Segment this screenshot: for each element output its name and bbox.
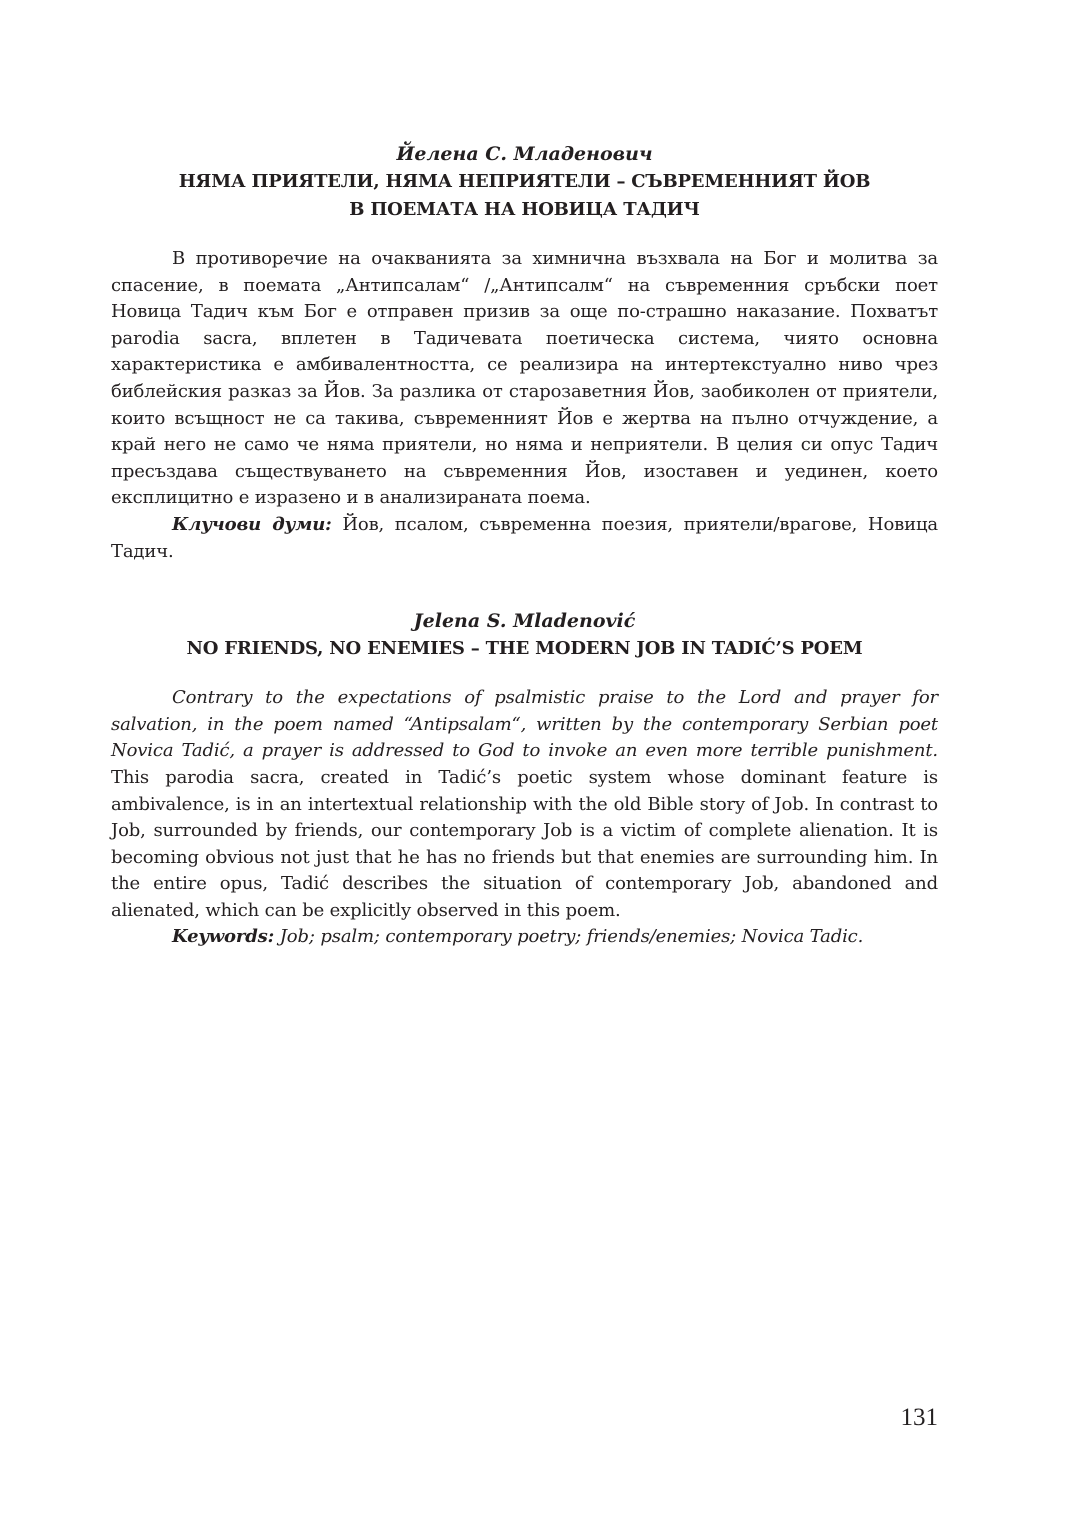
keywords-en <box>111 924 938 951</box>
abstract-bg-text: В противоречие на очакванията за химнична възхвала на Бог и молитва за спасение, в поемата „Антипсалам“ /„Антипсалм“ на съвременния сръбски поет Новица Тадич към Бог е отправен призив за още по-страшно наказание. Похватът parodia sacra, вплетен в Тадичевата поетическа система, чиято основна характеристика е амбивалентността, се реализира на интертекстуално ниво чрез библейския разказ за Йов. За разлика от старозаветния Йов, заобиколен от приятели, които всъщност не са такива, съвременният Йов е жертва на пълно отчуждение, а край него не само че няма приятели, но няма и неприятели. В целия си опус Тадич пресъздава съществуването на съвременния Йов, изоставен и уединен, което експлицитно е изразено и в анализираната поема. <box>111 248 938 509</box>
page-number: 131 <box>900 1404 938 1431</box>
author-name-en: Jelena S. Mladenović <box>413 610 636 633</box>
article-title-en: NO FRIENDS, NO ENEMIES – THE MODERN JOB IN TADIĆ’S POEM <box>186 638 863 660</box>
abstract-en <box>111 685 938 924</box>
article-page <box>111 140 938 951</box>
abstract-en-text: This parodia sacra, created in Tadić’s poetic system whose dominant feature is ambivalence, is in an intertextual relationship with the old Bible story of Job. In contrast to Job, surrounded by friends, our contemporary Job is a victim of complete alienation. It is becoming obvious not just that he has no friends but that enemies are surrounding him. In the entire opus, Tadić describes the situation of contemporary Job, abandoned and alienated, which can be explicitly observed in this poem. <box>111 766 938 921</box>
keywords-text-bg: Йов, псалом, съвременна поезия, приятели/врагове, Новица Тадич. <box>111 513 938 562</box>
author-name-bg: Йелена С. Младенович <box>396 143 653 165</box>
article-title-bg-line2: В ПОЕМАТА НА НОВИЦА ТАДИЧ <box>349 199 700 220</box>
keywords-label-bg: Клучови думи: <box>172 513 332 535</box>
abstract-en-italic: Contrary to the expectations of psalmistic praise to the Lord and prayer for salvation, in the poem named “Antipsalam“, written by the contemporary Serbian poet Novica Tadić, a prayer is addressed to God to invoke an even more terrible punishment. <box>111 687 938 762</box>
abstract-bg <box>111 246 938 512</box>
keywords-text-en: Job; psalm; contemporary poetry; friends/enemies; Novica Tadic. <box>274 926 864 948</box>
english-abstract-section <box>111 607 938 951</box>
article-title-bg-line1: НЯМА ПРИЯТЕЛИ, НЯМА НЕПРИЯТЕЛИ – СЪВРЕМЕННИЯТ ЙОВ <box>178 171 871 192</box>
keywords-bg <box>111 512 938 565</box>
keywords-label-en: Keywords: <box>172 926 275 948</box>
bulgarian-abstract-section <box>111 140 938 565</box>
